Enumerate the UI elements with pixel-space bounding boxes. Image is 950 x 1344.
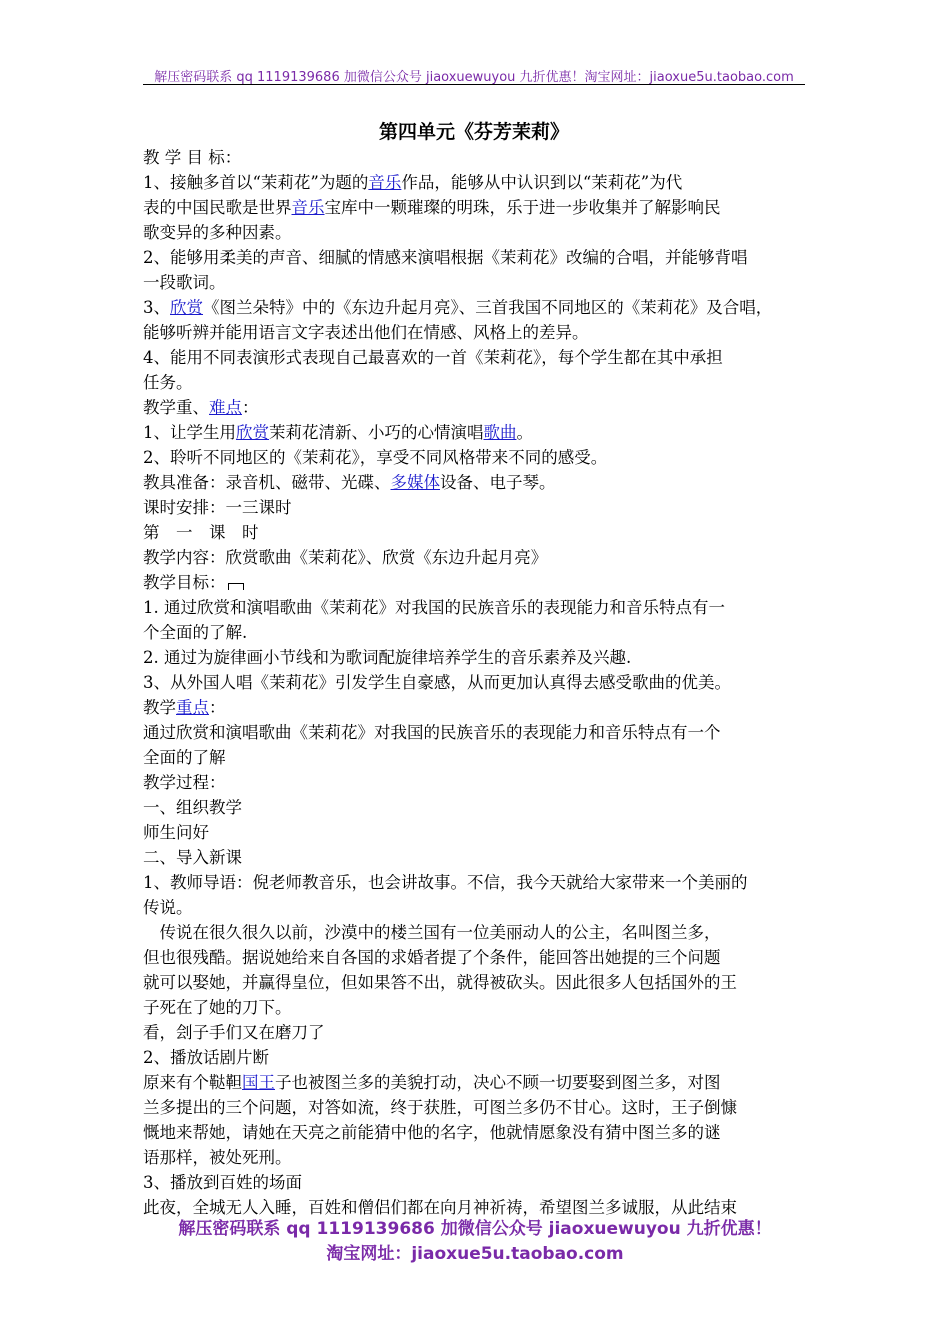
text-line [143, 170, 813, 195]
text-line: 1、教师导语：倪老师教音乐，也会讲故事。不信，我今天就给大家带来一个美丽的 [143, 873, 748, 892]
text-line: 子死在了她的刀下。 [143, 998, 292, 1017]
text-line [143, 420, 813, 445]
text-line: 2、播放话剧片断 [143, 1048, 269, 1067]
text-line: 课时安排：一三课时 [143, 498, 292, 517]
text-span: 1、接触多首以“茉莉花”为题的 [143, 173, 369, 192]
link-multimedia[interactable]: 多媒体 [390, 473, 440, 492]
link-king[interactable]: 国王 [242, 1073, 275, 1092]
text-span: 宝库中一颗璀璨的明珠，乐于进一步收集并了解影响民 [324, 198, 721, 217]
text-line: 一、组织教学 [143, 798, 242, 817]
text-line: 歌变异的多种因素。 [143, 223, 292, 242]
link-appreciate[interactable]: 欣赏 [170, 298, 203, 317]
text-line [143, 195, 813, 220]
text-span: ： [242, 398, 259, 417]
text-line: 3、从外国人唱《茉莉花》引发学生自豪感，从而更加认真得去感受歌曲的优美。 [143, 673, 731, 692]
text-line: 传说。 [143, 898, 193, 917]
text-span: ： [209, 698, 226, 717]
text-line: 师生问好 [143, 823, 209, 842]
text-line [143, 395, 813, 420]
text-line: 能够听辨并能用语言文字表述出他们在情感、风格上的差异。 [143, 323, 589, 342]
document-body [143, 145, 813, 1220]
text-line: 任务。 [143, 373, 193, 392]
footer-line: 解压密码联系 qq 1119139686 加微信公众号 jiaoxuewuyou 九折优惠！ [178, 1219, 772, 1239]
text-span: 教具准备：录音机、磁带、光碟、 [143, 473, 391, 492]
text-span: 教学 [143, 698, 176, 717]
header-rule [143, 84, 805, 85]
text-span: 3、 [143, 298, 170, 317]
text-line: 慨地来帮她，请她在天亮之前能猜中他的名字，他就情愿象没有猜中图兰多的谜 [143, 1123, 721, 1142]
text-line [143, 470, 813, 495]
text-line: 二、导入新课 [143, 848, 242, 867]
text-line: 但也很残酷。据说她给来自各国的求婚者提了个条件，能回答出她提的三个问题 [143, 948, 721, 967]
text-span: 1、让学生用 [143, 423, 236, 442]
link-song[interactable]: 歌曲 [483, 423, 517, 442]
link-music[interactable]: 音乐 [291, 198, 325, 217]
text-line: 兰多提出的三个问题，对答如流，终于获胜，可图兰多仍不甘心。这时，王子倒慷 [143, 1098, 737, 1117]
link-appreciate[interactable]: 欣赏 [236, 423, 269, 442]
footer-watermark [100, 1217, 850, 1267]
text-span: 设备、电子琴。 [440, 473, 556, 492]
text-line [143, 695, 813, 720]
text-span: 《图兰朵特》中的《东边升起月亮》、三首我国不同地区的《茉莉花》及合唱， [203, 298, 773, 317]
text-span: 作品，能够从中认识到以“茉莉花”为代 [401, 173, 683, 192]
text-line [143, 295, 813, 320]
text-line: 教学过程： [143, 773, 226, 792]
text-line: 3、播放到百姓的场面 [143, 1173, 302, 1192]
text-line: 2、能够用柔美的声音、细腻的情感来演唱根据《茉莉花》改编的合唱，并能够背唱 [143, 248, 748, 267]
link-key-point[interactable]: 重点 [176, 698, 209, 717]
text-span: 原来有个鞑靼 [143, 1073, 242, 1092]
text-line: 传说在很久很久以前，沙漠中的楼兰国有一位美丽动人的公主，名叫图兰多， [143, 923, 721, 942]
text-line: 4、能用不同表演形式表现自己最喜欢的一首《茉莉花》，每个学生都在其中承担 [143, 348, 723, 367]
text-line: 个全面的了解. [143, 623, 248, 642]
text-span: 教学重、 [143, 398, 209, 417]
text-cursor-icon [228, 583, 244, 590]
text-line: 2、聆听不同地区的《茉莉花》，享受不同风格带来不同的感受。 [143, 448, 608, 467]
text-span: 表的中国民歌是世界 [143, 198, 292, 217]
page-title: 第四单元《芬芳茉莉》 [378, 121, 569, 143]
text-line: 一段歌词。 [143, 273, 226, 292]
text-line [143, 570, 813, 595]
text-line: 1. 通过欣赏和演唱歌曲《茉莉花》对我国的民族音乐的表现能力和音乐特点有一 [143, 598, 725, 617]
text-line: 看，刽子手们又在磨刀了 [143, 1023, 325, 1042]
text-line: 2. 通过为旋律画小节线和为歌词配旋律培养学生的音乐素养及兴趣. [143, 648, 632, 667]
text-line: 此夜，全城无人入睡，百姓和僧侣们都在向月神祈祷，希望图兰多诚服，从此结束 [143, 1198, 737, 1217]
text-line: 语那样，被处死刑。 [143, 1148, 292, 1167]
text-line: 全面的了解 [143, 748, 226, 767]
text-span: 茉莉花清新、小巧的心情演唱 [269, 423, 484, 442]
link-music[interactable]: 音乐 [368, 173, 402, 192]
text-line: 通过欣赏和演唱歌曲《茉莉花》对我国的民族音乐的表现能力和音乐特点有一个 [143, 723, 721, 742]
text-line [143, 1070, 813, 1095]
text-line: 就可以娶她，并赢得皇位，但如果答不出，就得被砍头。因此很多人包括国外的王 [143, 973, 737, 992]
link-difficulty[interactable]: 难点 [209, 398, 242, 417]
text-line: 教 学 目 标： [143, 148, 242, 167]
footer-line: 淘宝网址：jiaoxue5u.taobao.com [326, 1244, 624, 1264]
header-watermark: 解压密码联系 qq 1119139686 加微信公众号 jiaoxuewuyou 九折优惠！淘宝网址：jiaoxue5u.taobao.com [154, 70, 794, 85]
text-span: 。 [516, 423, 533, 442]
section-heading: 第 一 课 时 [143, 523, 259, 542]
text-span: 子也被图兰多的美貌打动，决心不顾一切要娶到图兰多，对图 [275, 1073, 721, 1092]
text-line: 教学内容：欣赏歌曲《茉莉花》、欣赏《东边升起月亮》 [143, 548, 548, 567]
text-span: 教学目标： [143, 573, 226, 592]
